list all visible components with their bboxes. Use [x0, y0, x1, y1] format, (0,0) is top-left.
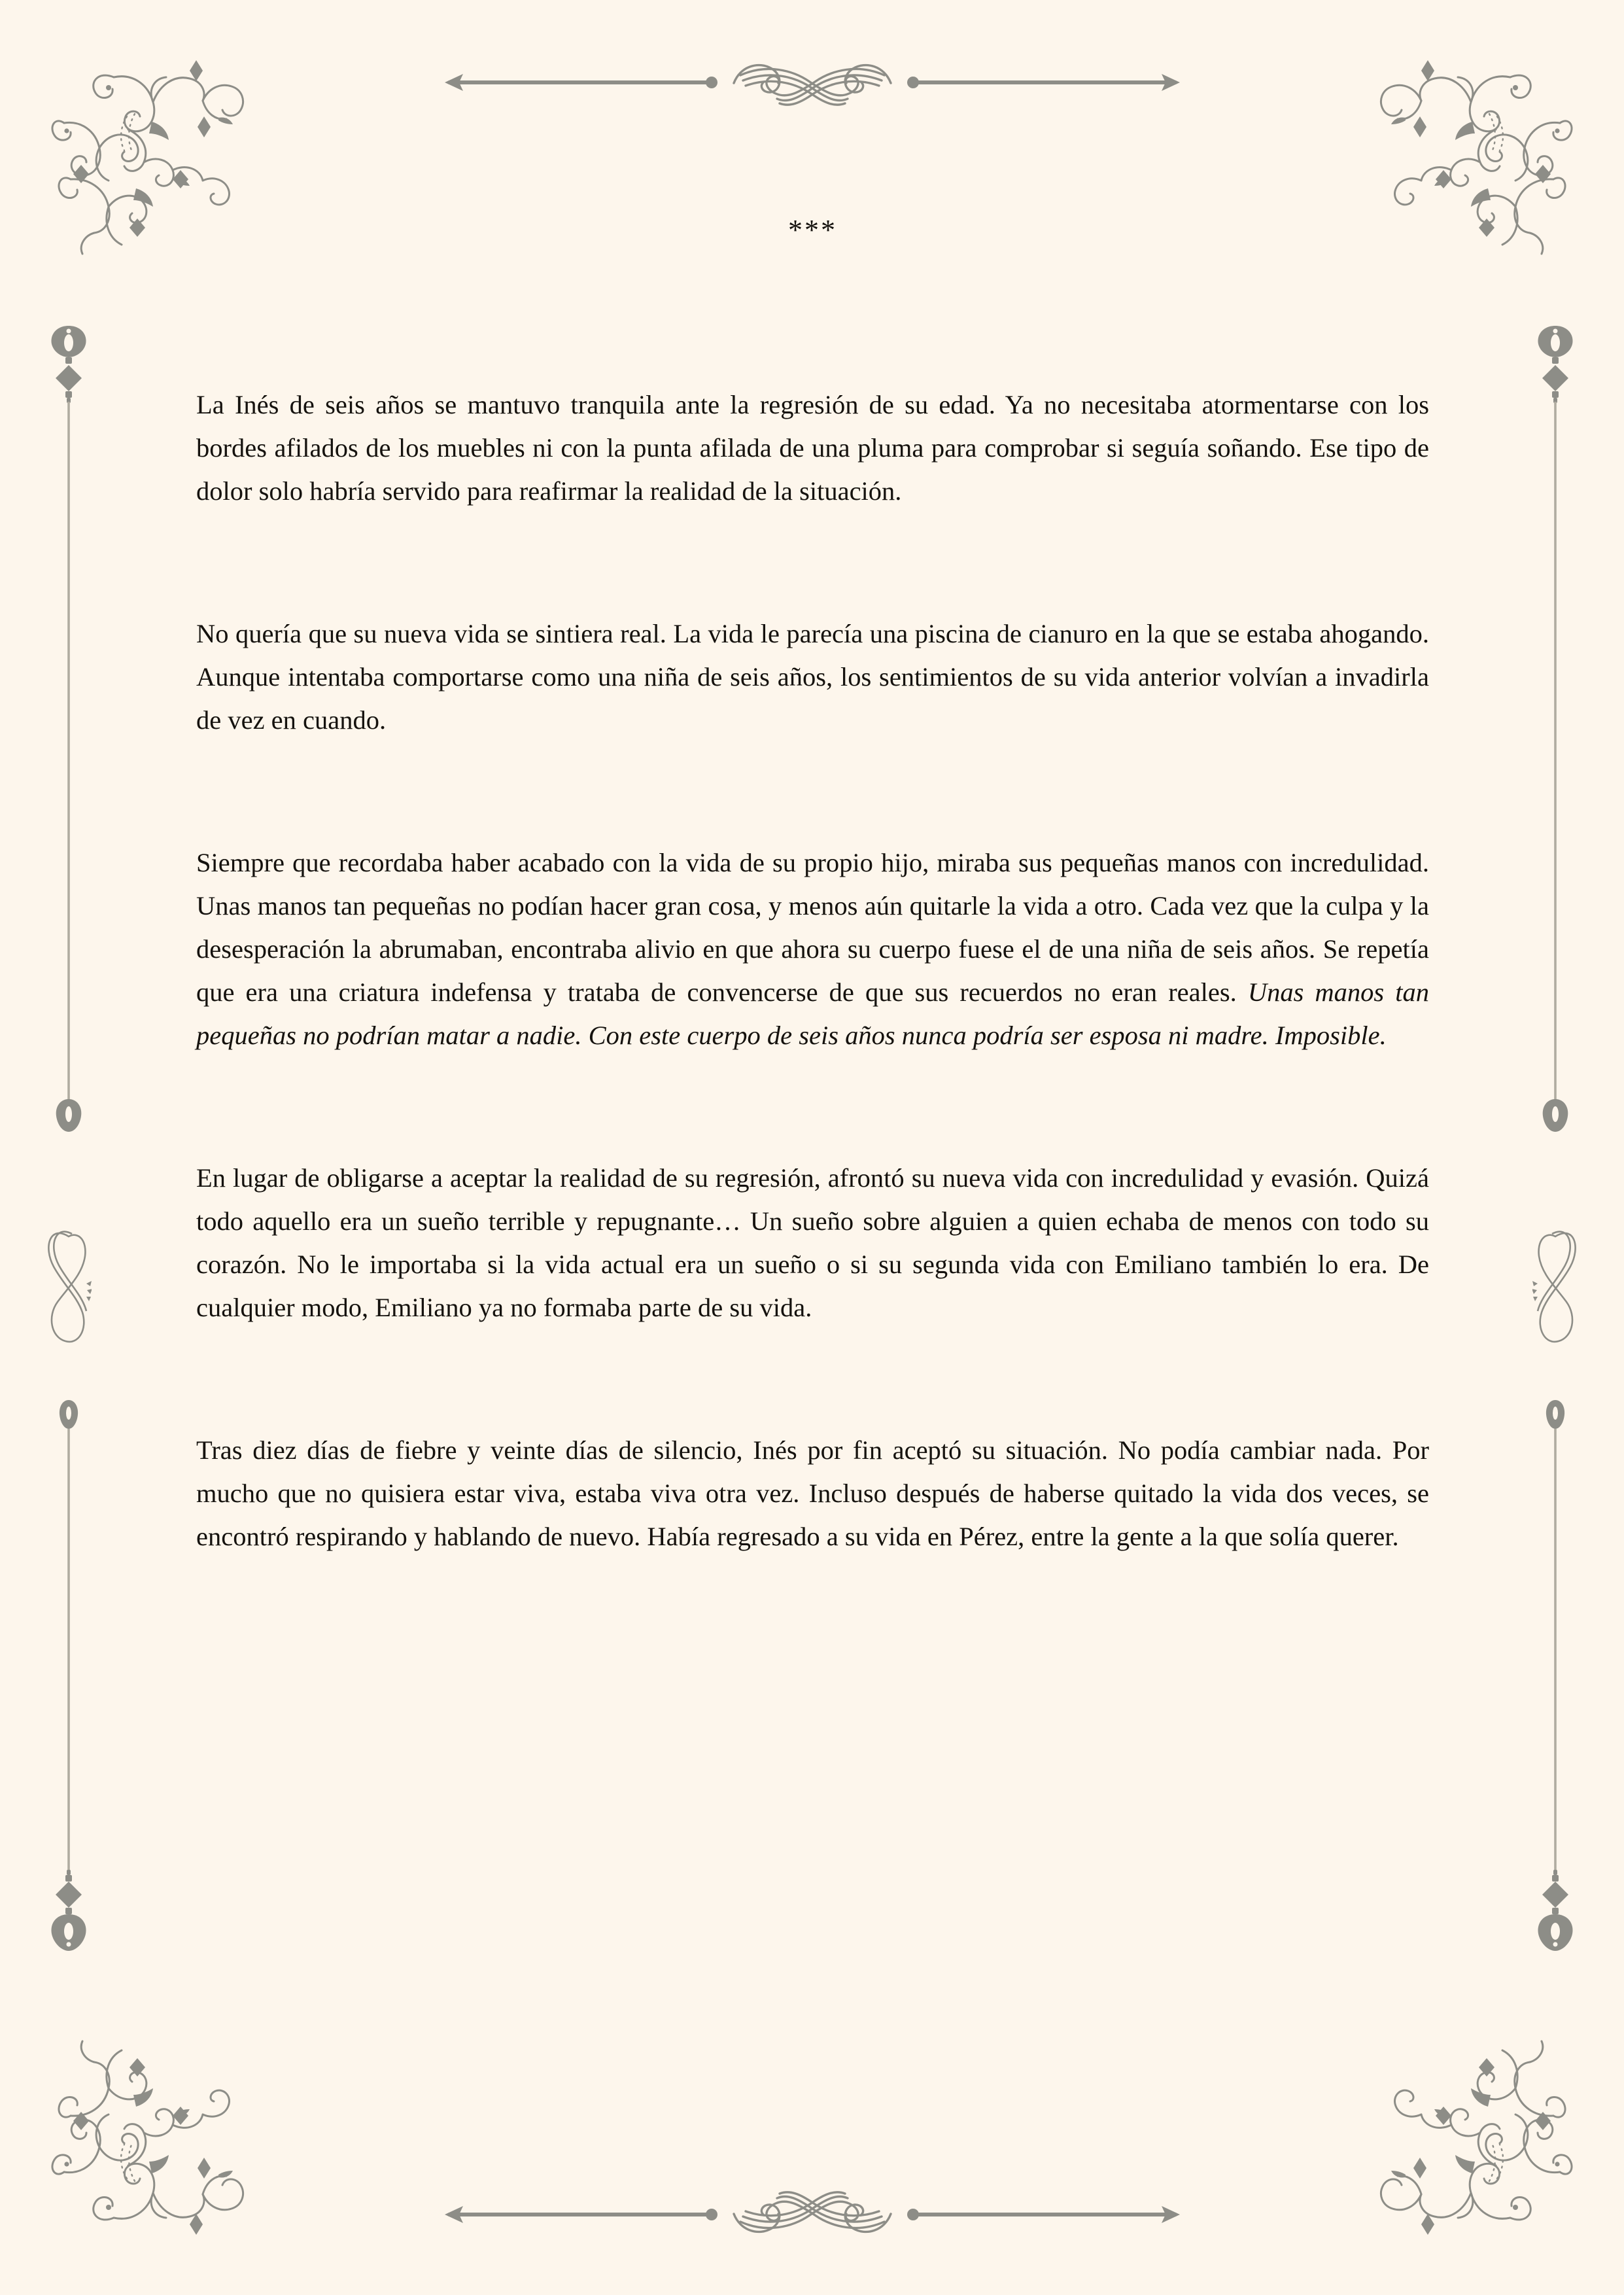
divider-flourish-bottom-icon	[348, 2176, 1277, 2254]
paragraph-3	[196, 841, 1429, 1057]
paragraph-5: Tras diez días de fiebre y veinte días de silencio, Inés por fin aceptó su situación. No podía cambiar nada. Por mucho que no quisiera estar viva, estaba viva otra vez. Incluso después de haberse quitado la vida dos veces, se encontró respirando y hablando de nuevo. Había regresado a su vida en Pérez, entre la gente a la que solía querer.	[196, 1435, 1429, 1551]
side-rail-left-icon	[46, 321, 92, 1969]
scene-break-separator: ***	[788, 214, 837, 246]
paragraph-4: En lugar de obligarse a aceptar la realidad de su regresión, afrontó su nueva vida con incredulidad y evasión. Quizá todo aquello era un sueño terrible y repugnante… Un sueño sobre alguien a quien echaba de menos con todo su corazón. No le importaba si la vida actual era un sueño o si su segunda vida con Emiliano también lo era. De cualquier modo, Emiliano ya no formaba parte de su vida.	[196, 1163, 1429, 1322]
corner-ornament-bottom-left-icon	[51, 2028, 267, 2244]
paragraph-3-italic-text: Unas manos tan pequeñas no podrían matar a nadie. Con este cuerpo de seis años nunca podría ser esposa ni madre. Imposible.	[196, 977, 1429, 1050]
divider-flourish-top-icon	[348, 43, 1277, 121]
body-content	[196, 216, 1429, 1558]
corner-ornament-bottom-right-icon	[1357, 2028, 1573, 2244]
side-rail-right-icon	[1532, 321, 1578, 1969]
paragraph-1: La Inés de seis años se mantuvo tranquila ante la regresión de su edad. Ya no necesitaba atormentarse con los bordes afilados de los muebles ni con la punta afilada de una pluma para comprobar si seguía soñando. Ese tipo de dolor solo habría servido para reafirmar la realidad de la situación.	[196, 390, 1429, 506]
paragraph-2: No quería que su nueva vida se sintiera real. La vida le parecía una piscina de cianuro en la que se estaba ahogando. Aunque intentaba comportarse como una niña de seis años, los sentimientos de su vida anterior volvían a invadirla de vez en cuando.	[196, 619, 1429, 735]
paragraph-3-plain-text: Siempre que recordaba haber acabado con la vida de su propio hijo, miraba sus pequeñas manos con incredulidad. Unas manos tan pequeñas no podían hacer gran cosa, y menos aún quitarle la vida a otro. Cada vez que la culpa y la desesperación la abrumaban, encontraba alivio en que ahora su cuerpo fuese el de una niña de seis años. Se repetía que era una criatura indefensa y trataba de convencerse de que sus recuerdos no eran reales.	[196, 848, 1429, 1007]
